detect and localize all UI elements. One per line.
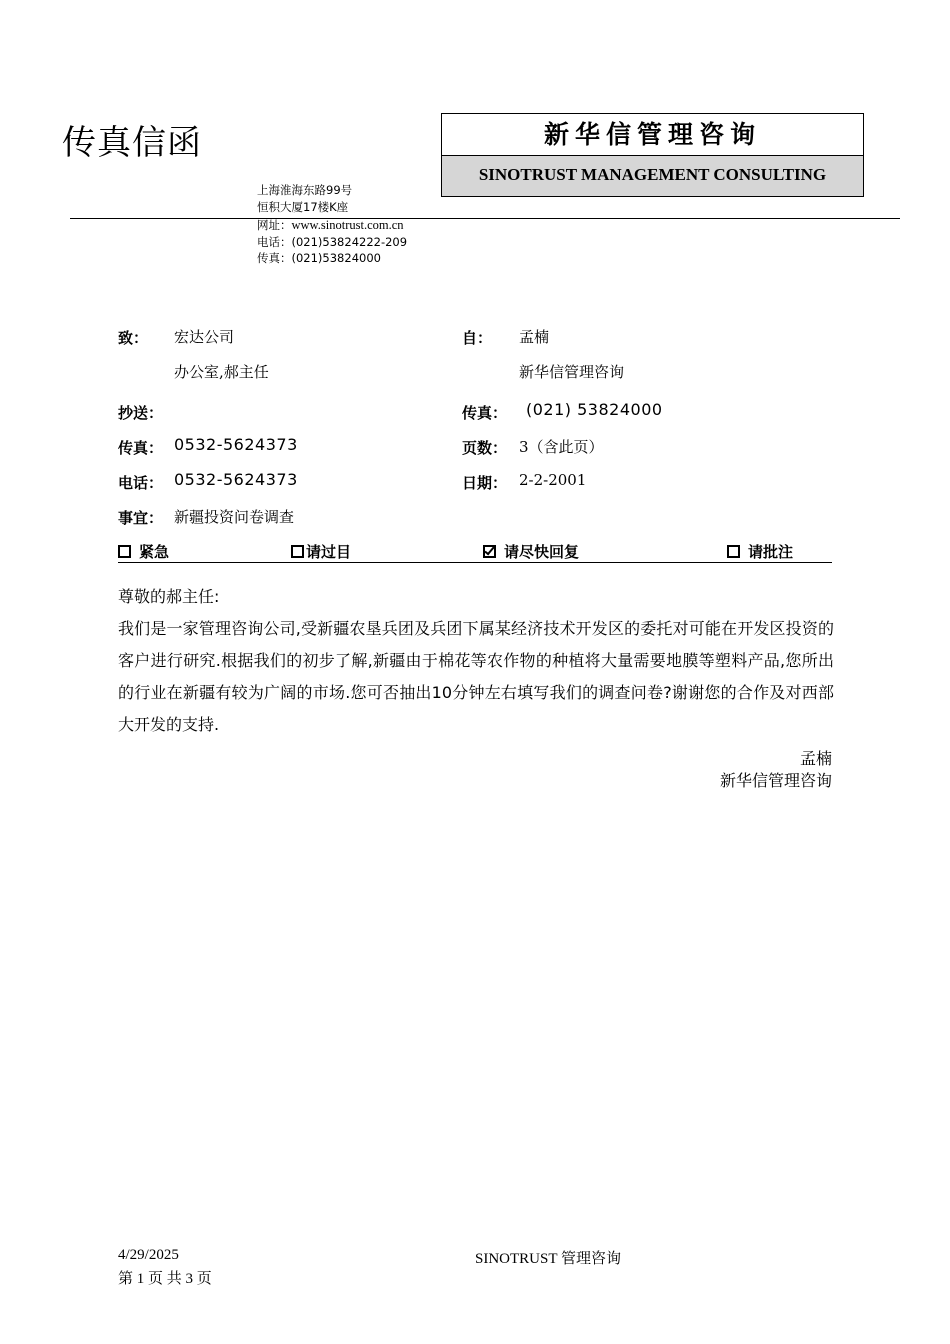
footer-date: 4/29/2025 (118, 1247, 179, 1263)
checkbox-label: 紧急 (139, 543, 170, 561)
checkbox-label: 请批注 (748, 543, 794, 561)
to-fax-label: 传真： (118, 439, 164, 457)
to-company: 宏达公司 (174, 328, 235, 346)
to-person: 办公室,郝主任 (174, 363, 269, 381)
pages-value: 3（含此页） (519, 438, 604, 456)
header-divider (70, 218, 900, 219)
cc-label: 抄送： (118, 404, 164, 422)
to-label: 致： (118, 329, 149, 347)
phone-value: (021)53824222-209 (291, 235, 408, 249)
company-name-en: SINOTRUST MANAGEMENT CONSULTING (442, 156, 863, 196)
signature-name: 孟楠 (799, 749, 832, 768)
from-fax-value: (021) 53824000 (526, 400, 663, 419)
date-label: 日期： (462, 474, 508, 492)
to-phone-label: 电话： (118, 474, 164, 492)
phone-label: 电话： (257, 235, 292, 249)
letter-body: 我们是一家管理咨询公司,受新疆农垦兵团及兵团下属某经济技术开发区的委托对可能在开发区投资的客户进行研究.根据我们的初步了解,新疆由于棉花等农作物的种植将大量需要地膜等塑料产品,您所出的行业在新疆有较为广阔的市场.您可否抽出10分钟左右填写我们的调查问卷?谢谢您的合作及对西部大开发的支持. (118, 619, 834, 734)
footer-center-text: SINOTRUST 管理咨询 (475, 1251, 621, 1267)
checkbox-review[interactable] (291, 541, 351, 562)
from-company: 新华信管理咨询 (519, 363, 625, 381)
fax-line (257, 250, 381, 267)
checkbox-icon (291, 545, 304, 558)
to-phone-value: 0532-5624373 (174, 470, 298, 489)
company-logo-box (441, 113, 864, 197)
fax-value: (021)53824000 (291, 251, 381, 265)
website-line (257, 217, 404, 234)
from-label: 自： (462, 329, 493, 347)
checkbox-checked-icon (483, 545, 496, 558)
to-fax-value: 0532-5624373 (174, 435, 298, 454)
fax-label: 传真： (257, 251, 292, 265)
checkbox-label: 请尽快回复 (504, 543, 580, 561)
footer-page-info: 第 1 页 共 3 页 (118, 1271, 212, 1287)
signature-company: 新华信管理咨询 (719, 771, 832, 790)
from-fax-label: 传真： (462, 404, 508, 422)
checkbox-icon (118, 545, 131, 558)
checkbox-label: 请过目 (306, 543, 352, 561)
phone-line (257, 234, 407, 251)
website-label: 网址： (257, 218, 292, 232)
address-line-1: 上海淮海东路99号 (257, 183, 353, 197)
subject-label: 事宜： (118, 509, 164, 527)
checkbox-reply-asap[interactable] (483, 541, 579, 562)
checkbox-comment[interactable] (727, 541, 793, 562)
date-value: 2-2-2001 (519, 471, 587, 489)
from-person: 孟楠 (519, 328, 550, 346)
checkbox-divider (118, 562, 832, 563)
checkbox-urgent[interactable] (118, 541, 169, 562)
website-value: www.sinotrust.com.cn (291, 218, 404, 232)
pages-label: 页数： (462, 439, 508, 457)
company-name-cn: 新华信管理咨询 (442, 114, 863, 156)
checkbox-icon (727, 545, 740, 558)
address-line-2: 恒积大厦17楼K座 (257, 200, 349, 214)
letter-salutation: 尊敬的郝主任: (118, 587, 220, 606)
subject-value: 新疆投资问卷调查 (174, 508, 295, 526)
document-title: 传真信函 (62, 123, 202, 163)
